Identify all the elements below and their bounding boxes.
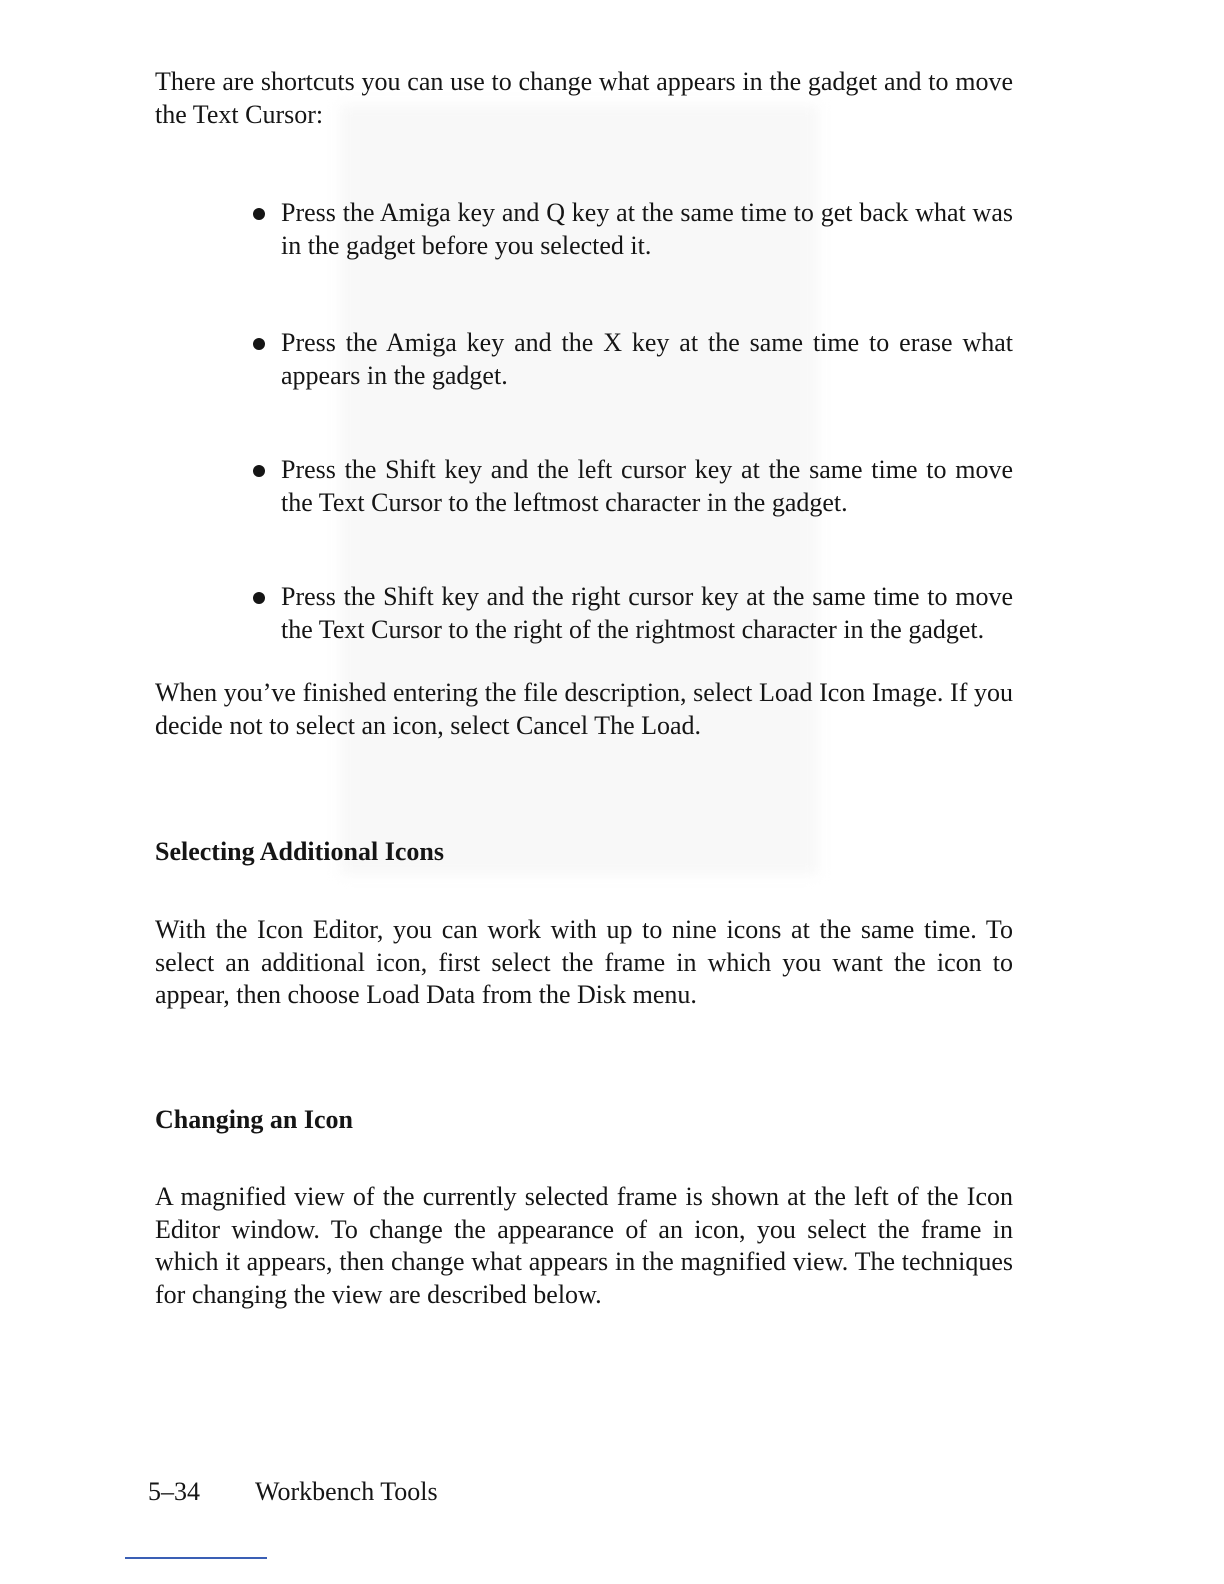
section-heading: Selecting Additional Icons bbox=[155, 837, 444, 866]
bullet-icon bbox=[253, 338, 265, 350]
section-body: With the Icon Editor, you can work with up to nine icons at the same time. To select an additional icon, first select the frame in which you want the icon to appear, then choose Load Data from the Disk menu. bbox=[155, 915, 1013, 1009]
footer-section-title: Workbench Tools bbox=[255, 1477, 438, 1506]
section-heading: Changing an Icon bbox=[155, 1105, 353, 1134]
bullet-item bbox=[250, 197, 1013, 262]
bullet-item bbox=[250, 327, 1013, 392]
bullet-text: Press the Shift key and the left cursor key at the same time to move the Text Cursor to the leftmost character in the gadget. bbox=[281, 455, 1013, 517]
bullet-item bbox=[250, 581, 1013, 646]
bullet-text: Press the Shift key and the right cursor key at the same time to move the Text Cursor to the right of the rightmost character in the gadget. bbox=[281, 582, 1013, 644]
finish-paragraph: When you’ve finished entering the file description, select Load Icon Image. If you decide not to select an icon, select Cancel The Load. bbox=[155, 678, 1013, 740]
bullet-icon bbox=[253, 208, 265, 220]
page-number: 5–34 bbox=[148, 1477, 200, 1506]
footer-rule bbox=[125, 1557, 267, 1559]
section-body: A magnified view of the currently selected frame is shown at the left of the Icon Editor window. To change the appearance of an icon, you select the frame in which it appears, then change what appears in the magnified view. The techniques for changing the view are described below. bbox=[155, 1182, 1013, 1309]
bullet-text: Press the Amiga key and Q key at the same time to get back what was in the gadget before you selected it. bbox=[281, 198, 1013, 260]
bullet-item bbox=[250, 454, 1013, 519]
bullet-text: Press the Amiga key and the X key at the same time to erase what appears in the gadget. bbox=[281, 328, 1013, 390]
bullet-icon bbox=[253, 465, 265, 477]
intro-paragraph: There are shortcuts you can use to change what appears in the gadget and to move the Text Cursor: bbox=[155, 67, 1013, 129]
bullet-icon bbox=[253, 592, 265, 604]
